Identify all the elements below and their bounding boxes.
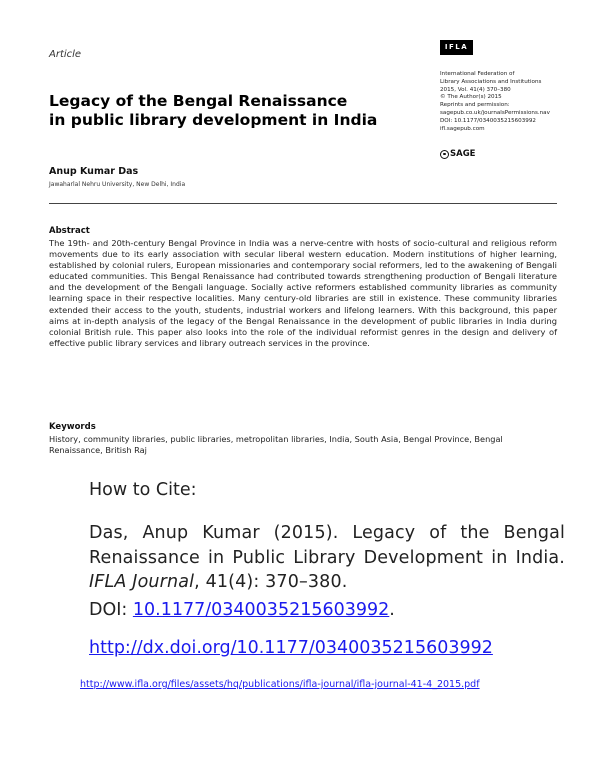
cite-reference	[89, 521, 565, 595]
journal-info-line: © The Author(s) 2015	[440, 94, 502, 101]
doi-end: .	[389, 600, 395, 620]
cite-ref-volume: , 41(4): 370–380.	[194, 572, 348, 592]
journal-info-line: International Federation of	[440, 71, 515, 77]
doi-label: DOI:	[89, 600, 133, 620]
journal-info-line: Library Associations and Institutions	[440, 78, 542, 85]
dx-doi-link[interactable]: http://dx.doi.org/10.1177/0340035215603992	[89, 638, 493, 658]
sage-logo-text: SAGE	[450, 149, 476, 159]
article-title	[49, 92, 379, 130]
article-title-line: in public library development in India	[49, 111, 378, 129]
journal-info-line: DOI: 10.1177/0340035215603992	[440, 117, 536, 124]
divider	[49, 203, 557, 204]
sage-logo	[440, 149, 475, 159]
journal-info-line: Reprints and permission:	[440, 102, 510, 109]
ifla-logo: IFLA	[440, 40, 473, 55]
journal-info-line: 2015, Vol. 41(4) 370–380	[440, 86, 511, 93]
keywords-text: History, community libraries, public libraries, metropolitan libraries, India, South Asia, Bengal Province, Bengal Renaissance, British Raj	[49, 434, 503, 455]
article-label: Article	[49, 49, 82, 60]
cite-ref-text: Das, Anup Kumar (2015). Legacy of the Bengal Renaissance in Public Library Development in India.	[89, 523, 565, 568]
cite-journal: IFLA Journal	[89, 572, 195, 592]
sage-logo-icon	[440, 150, 449, 159]
how-to-cite	[89, 479, 565, 595]
doi-link[interactable]: 10.1177/0340035215603992	[132, 600, 390, 620]
doi-line	[89, 600, 395, 620]
article-title-line: Legacy of the Bengal Renaissance	[49, 92, 348, 110]
ifla-pdf-link[interactable]: http://www.ifla.org/files/assets/hq/publications/ifla-journal/ifla-journal-41-4_2015.pdf	[80, 679, 480, 690]
journal-info	[440, 71, 580, 133]
cite-heading: How to Cite:	[89, 480, 197, 500]
keywords-heading: Keywords	[49, 422, 96, 432]
journal-info-line[interactable]: ifl.sagepub.com	[440, 125, 485, 132]
abstract-text: The 19th- and 20th-century Bengal Province in India was a nerve-centre with hosts of socio-cultural and religious reform movements due to its early association with secular liberal western education. Modern institutions of higher learning, established by colonial rulers, European missionaries and contemporary social reformers, led to the awakening of Bengali educated communities. This Bengal Renaissance had contributed towards strengthening production of Bengali literature and the development of the Bengali language. Socially active reformers established community libraries as community learning space in their respective localities. Many century-old libraries are still in existence. These community libraries extended their access to the youth, students, industrial workers and lifelong learners. With this background, this paper aims at in-depth analysis of the legacy of the Bengal Renaissance in the development of public libraries in India during colonial British rule. This paper also looks into the role of the individual reformist genres in the design and delivery of effective public library services and library outreach services in the province.	[49, 238, 557, 348]
journal-info-line[interactable]: sagepub.co.uk/journalsPermissions.nav	[440, 109, 550, 116]
author-name: Anup Kumar Das	[49, 166, 139, 177]
author-affiliation: Jawaharlal Nehru University, New Delhi, India	[49, 181, 186, 188]
abstract-heading: Abstract	[49, 226, 90, 236]
